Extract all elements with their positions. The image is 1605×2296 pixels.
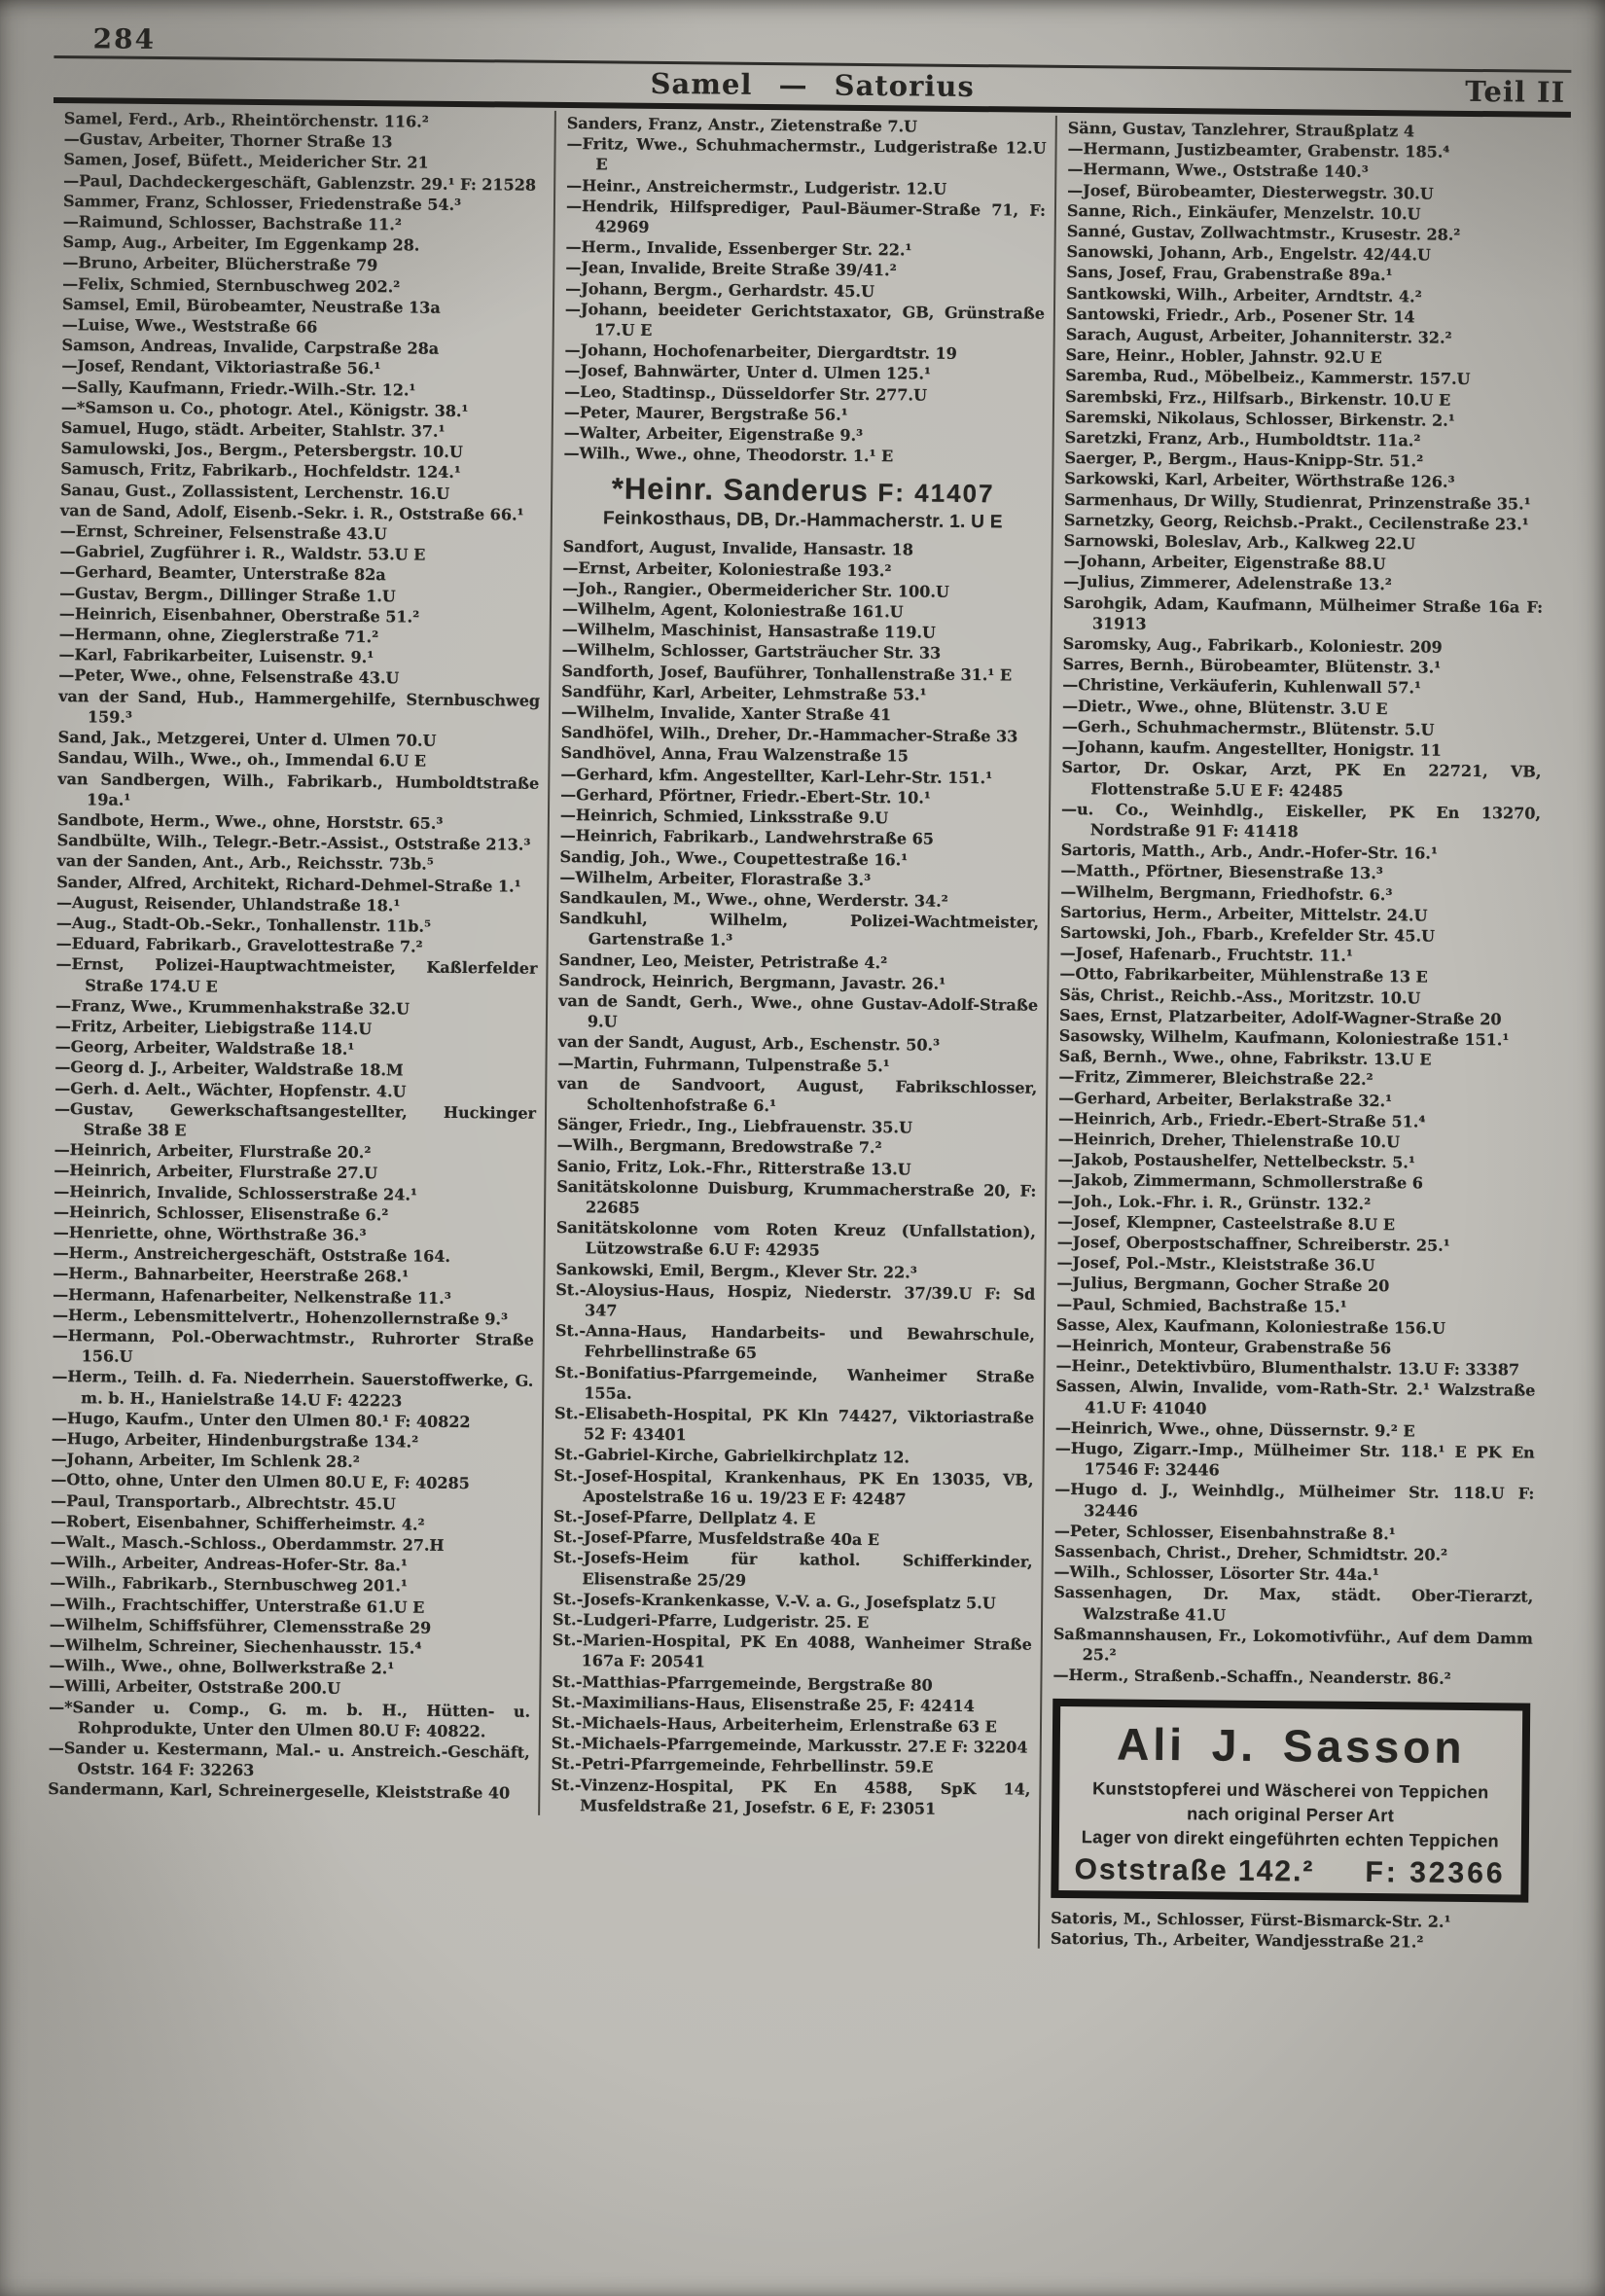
directory-entry: —Heinrich, Arbeiter, Flurstraße 20.² bbox=[54, 1140, 372, 1163]
directory-entry: —Heinrich, Arbeiter, Flurstraße 27.U bbox=[54, 1161, 378, 1183]
directory-entry: —Johann, Arbeiter, Eigenstraße 88.U bbox=[1063, 552, 1386, 574]
directory-entry: —Peter, Schlosser, Eisenbahnstraße 8.¹ bbox=[1053, 1521, 1396, 1544]
directory-entry: —Paul, Dachdeckergeschäft, Gablenzstr. 29.¹ F: 21528 bbox=[63, 170, 537, 195]
directory-entry: Sasse, Alex, Kaufmann, Koloniestraße 156.U bbox=[1055, 1314, 1446, 1338]
directory-entry: van Sandbergen, Wilh., Fabrikarb., Humboldtstraße 19a.¹ bbox=[57, 769, 540, 809]
directory-entry: —Gerhard, kfm. Angestellter, Karl-Lehr-Str. 151.¹ bbox=[560, 764, 993, 787]
directory-entry: Samsel, Emil, Bürobeamter, Neustraße 13a bbox=[61, 294, 441, 317]
directory-entry: —Georg, Arbeiter, Waldstraße 18.¹ bbox=[54, 1037, 355, 1059]
directory-entry: —Ernst, Schreiner, Felsenstraße 43.U bbox=[59, 521, 387, 544]
promo-phone: F: 41407 bbox=[877, 478, 995, 509]
directory-entry: Sanau, Gust., Zollassistent, Lerchenstr. 16.U bbox=[60, 480, 450, 503]
directory-entry: St.-Josef-Pfarre, Musfeldstraße 40a E bbox=[553, 1527, 880, 1550]
directory-entry: —Hugo d. J., Weinhdlg., Mülheimer Str. 118.U F: 32446 bbox=[1054, 1480, 1535, 1521]
directory-entry: Sandermann, Karl, Schreinergeselle, Kleiststraße 40 bbox=[48, 1779, 511, 1803]
directory-entry: —Gustav, Gewerkschaftsangestellter, Huckinger Straße 38 E bbox=[54, 1098, 537, 1140]
promo-entry-sanderus bbox=[563, 471, 1044, 535]
directory-entry: Sänger, Friedr., Ing., Liebfrauenstr. 35.U bbox=[556, 1115, 913, 1137]
directory-entry: St.-Josef-Pfarre, Dellplatz 4. E bbox=[553, 1506, 816, 1528]
directory-entry: Sarkowski, Karl, Arbeiter, Wörthstraße 126.³ bbox=[1064, 469, 1455, 492]
directory-entry: Säs, Christ., Reichb.-Ass., Moritzstr. 10.U bbox=[1059, 985, 1421, 1008]
directory-entry: —Josef, Klempner, Casteelstraße 8.U E bbox=[1056, 1211, 1396, 1235]
directory-entry: —Heinrich, Invalide, Schlosserstraße 24.¹ bbox=[54, 1181, 418, 1204]
directory-entry: St.-Maximilians-Haus, Elisenstraße 25, F: 42414 bbox=[552, 1692, 975, 1715]
column-1 bbox=[37, 106, 554, 1805]
directory-entry: Sassenbach, Christ., Dreher, Schmidtstr. 20.² bbox=[1053, 1541, 1448, 1564]
promo-name: *Heinr. Sanderus bbox=[611, 471, 878, 509]
directory-entry: —Heinrich, Dreher, Thielenstraße 10.U bbox=[1057, 1129, 1401, 1152]
directory-entry: Sarach, August, Arbeiter, Johanniterstr. 32.² bbox=[1065, 324, 1452, 347]
directory-entry: St.-Josef-Hospital, Krankenhaus, PK En 13035, VB, Apostelstraße 16 u. 19/23 E F: 42487 bbox=[553, 1465, 1034, 1509]
directory-entry: Saes, Ernst, Platzarbeiter, Adolf-Wagner-Straße 20 bbox=[1058, 1005, 1502, 1029]
directory-entry: Sarembski, Frz., Hilfsarb., Birkenstr. 10.U E bbox=[1065, 386, 1451, 410]
directory-entry: —Hendrik, Hilfsprediger, Paul-Bäumer-Straße 71, F: 42969 bbox=[565, 196, 1047, 236]
directory-entry: Saremba, Rud., Möbelbeiz., Kammerstr. 157.U bbox=[1065, 366, 1471, 389]
directory-entry: van de Sandt, Gerh., Wwe., ohne Gustav-Adolf-Straße 9.U bbox=[558, 990, 1039, 1031]
directory-entry: Saremski, Nikolaus, Schlosser, Birkenstr. 2.¹ bbox=[1064, 407, 1455, 430]
directory-entry: —Hermann, Justizbeamter, Grabenstr. 185.⁴ bbox=[1067, 139, 1450, 161]
directory-entry: —Josef, Pol.-Mstr., Kleiststraße 36.U bbox=[1056, 1253, 1375, 1275]
directory-entry: Sandführ, Karl, Arbeiter, Lehmstraße 53.¹ bbox=[561, 681, 927, 704]
column-2 bbox=[538, 111, 1055, 1820]
promo-name-and-phone bbox=[563, 471, 1043, 512]
ad-address: Oststraße 142.² bbox=[1074, 1853, 1315, 1888]
directory-entry: —Wilhelm, Schiffsführer, Clemensstraße 29 bbox=[49, 1614, 432, 1637]
directory-entry: —Hermann, Pol.-Oberwachtmstr., Ruhrorter Straße 156.U bbox=[52, 1325, 534, 1366]
directory-entry: —Leo, Stadtinsp., Düsseldorfer Str. 277.U bbox=[564, 381, 928, 405]
directory-entry: —Wilhelm, Maschinist, Hansastraße 119.U bbox=[561, 620, 936, 642]
directory-entry: —Wilh., Wwe., ohne, Bollwerkstraße 2.¹ bbox=[49, 1656, 395, 1678]
directory-entry: Samusch, Fritz, Fabrikarb., Hochfeldstr. 124.¹ bbox=[60, 459, 461, 483]
directory-entry: —Herm., Teilh. d. Fa. Niederrhein. Sauerstoffwerke, G. m. b. H., Hanielstraße 14.U F: 42223 bbox=[52, 1367, 534, 1411]
directory-entry: —Josef, Hafenarb., Fruchtstr. 11.¹ bbox=[1059, 944, 1353, 965]
directory-entry: Sankowski, Emil, Bergm., Klever Str. 22.³ bbox=[555, 1259, 917, 1282]
directory-entry: Saß, Bernh., Wwe., ohne, Fabrikstr. 13.U E bbox=[1058, 1047, 1432, 1069]
directory-entry: —Peter, Wwe., ohne, Felsenstraße 43.U bbox=[58, 665, 400, 688]
directory-entry: —Heinr., Detektivbüro, Blumenthalstr. 13.U F: 33387 bbox=[1055, 1356, 1520, 1380]
directory-entry: Sammer, Franz, Schlosser, Friedenstraße 54.³ bbox=[62, 191, 462, 214]
directory-entry: Satoris, M., Schlosser, Fürst-Bismarck-Str. 2.¹ bbox=[1051, 1908, 1451, 1931]
directory-entry: —Felix, Schmied, Sternbuschweg 202.² bbox=[62, 273, 401, 297]
directory-entry: —Gerhard, Arbeiter, Berlakstraße 32.¹ bbox=[1058, 1088, 1393, 1110]
directory-entry: —Julius, Bergmann, Gocher Straße 20 bbox=[1056, 1274, 1390, 1296]
directory-entry: St.-Ludgeri-Pfarre, Ludgeristr. 25. E bbox=[552, 1609, 870, 1632]
directory-entry: Samp, Aug., Arbeiter, Im Eggenkamp 28. bbox=[62, 233, 420, 255]
directory-entry: —Robert, Eisenbahner, Schifferheimstr. 4.² bbox=[50, 1511, 425, 1534]
directory-entry: —Wilhelm, Invalide, Xanter Straße 41 bbox=[560, 702, 892, 725]
directory-entry: —Herm., Invalide, Essenberger Str. 22.¹ bbox=[565, 237, 912, 260]
directory-entry: St.-Josefs-Krankenkasse, V.-V. a. G., Josefsplatz 5.U bbox=[553, 1589, 996, 1613]
directory-entry: Sandbote, Herm., Wwe., ohne, Horststr. 65.³ bbox=[56, 809, 444, 833]
directory-entry: Sartorius, Herm., Arbeiter, Mittelstr. 24.U bbox=[1059, 902, 1428, 925]
directory-entry: Saromsky, Aug., Fabrikarb., Koloniestr. 209 bbox=[1062, 634, 1443, 657]
directory-entry: Sarnetzky, Georg, Reichsb.-Prakt., Cecilenstraße 23.¹ bbox=[1063, 510, 1529, 534]
directory-entry: —Heinrich, Schmied, Linksstraße 9.U bbox=[559, 806, 889, 828]
directory-entry: —Georg d. J., Arbeiter, Waldstraße 18.M bbox=[54, 1058, 404, 1080]
directory-entry: Samel, Ferd., Arb., Rheintörchenstr. 116.² bbox=[63, 109, 429, 131]
directory-entry: van der Sanden, Ant., Arb., Reichsstr. 73b.⁵ bbox=[56, 851, 434, 875]
directory-entry: —Herm., Lebensmittelvertr., Hohenzollernstraße 9.³ bbox=[52, 1305, 509, 1329]
ad-description-line: Lager von direkt eingeführten echten Teppichen bbox=[1081, 1827, 1500, 1851]
directory-entry: —Bruno, Arbeiter, Blücherstraße 79 bbox=[62, 253, 378, 275]
directory-entry: Sand, Jak., Metzgerei, Unter d. Ulmen 70.U bbox=[57, 728, 437, 750]
directory-entry: —Joh., Rangier., Obermeidericher Str. 100.U bbox=[562, 578, 949, 601]
directory-entry: —Heinrich, Monteur, Grabenstraße 56 bbox=[1055, 1335, 1392, 1358]
directory-entry: —Josef, Bürobeamter, Diesterwegstr. 30.U bbox=[1067, 180, 1434, 203]
directory-entry: —Gabriel, Zugführer i. R., Waldstr. 53.U E bbox=[59, 542, 426, 564]
page-header bbox=[54, 23, 1572, 118]
directory-entry: —Walt., Masch.-Schloss., Oberdammstr. 27.H bbox=[50, 1532, 445, 1555]
directory-entry: St.-Vinzenz-Hospital, PK En 4588, SpK 14, Musfeldstraße 21, Josefstr. 6 E, F: 23051 bbox=[551, 1775, 1031, 1818]
directory-entry: —Gerhard, Beamter, Unterstraße 82a bbox=[59, 562, 386, 585]
directory-entry: —Heinrich, Fabrikarb., Landwehrstraße 65 bbox=[559, 826, 935, 848]
directory-entry: —Walter, Arbeiter, Eigenstraße 9.³ bbox=[563, 423, 864, 446]
directory-entry: van de Sandvoort, August, Fabrikschlosser, Scholtenhofstraße 6.¹ bbox=[557, 1073, 1038, 1116]
directory-entry: —Johann, kaufm. Angestellter, Honigstr. 11 bbox=[1061, 737, 1443, 760]
directory-entry: Sandforth, Josef, Bauführer, Tonhallenstraße 31.¹ E bbox=[561, 661, 1013, 685]
directory-entry: Saßmannshausen, Fr., Lokomotivführ., Auf dem Damm 25.² bbox=[1052, 1624, 1533, 1665]
directory-entry: St.-Aloysius-Haus, Hospiz, Niederstr. 37/39.U F: Sd 347 bbox=[555, 1279, 1036, 1320]
directory-entry: Sanio, Fritz, Lok.-Fhr., Ritterstraße 13.U bbox=[556, 1156, 911, 1179]
directory-entry: St.-Matthias-Pfarrgemeinde, Bergstraße 80 bbox=[552, 1671, 933, 1695]
promo-address-line: Feinkosthaus, DB, Dr.-Hammacherstr. 1. U E bbox=[602, 508, 1003, 533]
directory-entry: —Johann, Bergm., Gerhardstr. 45.U bbox=[565, 278, 875, 301]
directory-entry: Sandhövel, Anna, Frau Walzenstraße 15 bbox=[560, 743, 909, 766]
directory-entry: Sassen, Alwin, Invalide, vom-Rath-Str. 2.¹ Walzstraße 41.U F: 41040 bbox=[1055, 1377, 1536, 1417]
directory-entry: St.-Michaels-Haus, Arbeiterheim, Erlenstraße 63 E bbox=[551, 1712, 997, 1737]
directory-entry: Sartor, Dr. Oskar, Arzt, PK En 22721, VB, Flottenstraße 5.U E F: 42485 bbox=[1061, 758, 1542, 801]
directory-entry: Samulowski, Jos., Bergm., Petersbergstr. 10.U bbox=[60, 439, 463, 462]
directory-entry: Sander, Alfred, Architekt, Richard-Dehmel-Straße 1.¹ bbox=[56, 872, 521, 896]
directory-entry: —Josef, Bahnwärter, Unter d. Ulmen 125.¹ bbox=[564, 361, 932, 384]
directory-entry: —Wilhelm, Agent, Koloniestraße 161.U bbox=[561, 599, 904, 622]
directory-entry: —Hugo, Arbeiter, Hindenburgstraße 134.² bbox=[51, 1428, 419, 1452]
ad-description-line: nach original Perser Art bbox=[1187, 1804, 1395, 1826]
directory-entry: —Wilh., Fabrikarb., Sternbuschweg 201.¹ bbox=[50, 1573, 409, 1596]
directory-entry: —Martin, Fuhrmann, Tulpenstraße 5.¹ bbox=[557, 1053, 890, 1075]
ad-phone: F: 32366 bbox=[1365, 1856, 1506, 1890]
directory-entry: —Wilhelm, Bergmann, Friedhofstr. 6.³ bbox=[1060, 881, 1393, 904]
directory-entry: —Paul, Schmied, Bachstraße 15.¹ bbox=[1056, 1294, 1347, 1316]
directory-entry: —Willi, Arbeiter, Oststraße 200.U bbox=[49, 1676, 341, 1699]
directory-entry: —Fritz, Wwe., Schuhmachermstr., Ludgeristraße 12.U E bbox=[566, 134, 1047, 174]
advertisement-box bbox=[1051, 1699, 1530, 1902]
directory-entry: —Josef, Oberpostschaffner, Schreiberstr. 25.¹ bbox=[1056, 1232, 1450, 1255]
directory-entry: Samen, Josef, Büfett., Meidericher Str. 21 bbox=[63, 150, 429, 173]
directory-entry: —Gustav, Bergm., Dillinger Straße 1.U bbox=[59, 583, 396, 606]
directory-entry: Sasowsky, Wilhelm, Kaufmann, Koloniestraße 151.¹ bbox=[1058, 1025, 1510, 1050]
directory-entry: —u. Co., Weinhdlg., Eiskeller, PK En 13270, Nordstraße 91 F: 41418 bbox=[1060, 799, 1542, 842]
directory-entry: St.-Marien-Hospital, PK En 4088, Wanheimer Straße 167a F: 20541 bbox=[552, 1631, 1032, 1671]
directory-entry: —Paul, Transportarb., Albrechtstr. 45.U bbox=[51, 1490, 396, 1514]
directory-entry: St.-Petri-Pfarrgemeinde, Fehrbellinstr. 59.E bbox=[551, 1754, 934, 1777]
directory-entry: —Wilh., Wwe., ohne, Theodorstr. 1.¹ E bbox=[563, 444, 894, 466]
directory-entry: —Aug., Stadt-Ob.-Sekr., Tonhallenstr. 11b.⁵ bbox=[55, 913, 432, 936]
directory-entry: —August, Reisender, Uhlandstraße 18.¹ bbox=[56, 892, 401, 915]
directory-entry: —Ernst, Polizei-Hauptwachtmeister, Kaßlerfelder Straße 174.U E bbox=[55, 954, 538, 996]
directory-entry: Sandhöfel, Wilh., Dreher, Dr.-Hammacher-Straße 33 bbox=[560, 723, 1018, 746]
ad-description bbox=[1075, 1777, 1507, 1854]
directory-entry: van de Sand, Adolf, Eisenb.-Sekr. i. R., Oststraße 66.¹ bbox=[59, 500, 524, 524]
directory-entry: —Sander u. Kestermann, Mal.- u. Anstreich.-Geschäft, Oststr. 164 F: 32263 bbox=[48, 1739, 530, 1780]
directory-entry: —Ernst, Arbeiter, Koloniestraße 193.² bbox=[562, 557, 892, 580]
directory-entry: Sarnowski, Boleslav, Arb., Kalkweg 22.U bbox=[1063, 531, 1416, 554]
directory-entry: —Heinrich, Eisenbahner, Oberstraße 51.² bbox=[58, 603, 420, 627]
directory-entry: —Gustav, Arbeiter, Thorner Straße 13 bbox=[63, 129, 393, 152]
directory-entry: St.-Gabriel-Kirche, Gabrielkirchplatz 12. bbox=[553, 1445, 910, 1467]
directory-entry: —Karl, Fabrikarbeiter, Luisenstr. 9.¹ bbox=[58, 645, 374, 667]
directory-entry: Sanne, Rich., Einkäufer, Menzelstr. 10.U bbox=[1066, 200, 1421, 224]
directory-entry: Samuel, Hugo, städt. Arbeiter, Stahlstr. 37.¹ bbox=[60, 418, 446, 441]
directory-entry: —Gerhard, Pförtner, Friedr.-Ebert-Str. 10.¹ bbox=[560, 784, 931, 807]
directory-entry: —Otto, ohne, Unter den Ulmen 80.U E, F: 40285 bbox=[51, 1470, 470, 1493]
directory-entry: —Heinr., Anstreichermstr., Ludgeristr. 12.U bbox=[566, 175, 947, 198]
directory-entry: Santowski, Friedr., Arb., Posener Str. 14 bbox=[1065, 304, 1415, 327]
directory-entry: —Fritz, Arbeiter, Liebigstraße 114.U bbox=[54, 1016, 373, 1039]
directory-entry: Sartoris, Matth., Arb., Andr.-Hofer-Str. 16.¹ bbox=[1060, 841, 1438, 863]
directory-entry: Sandkuhl, Wilhelm, Polizei-Wachtmeister, Gartenstraße 1.³ bbox=[558, 909, 1040, 951]
column-3 bbox=[1038, 116, 1556, 1954]
directory-entry: van der Sand, Hub., Hammergehilfe, Sternbuschweg 159.³ bbox=[58, 686, 541, 727]
directory-entry: —Herm., Straßenb.-Schaffn., Neanderstr. 86.² bbox=[1052, 1666, 1451, 1689]
directory-entry: —Heinrich, Schlosser, Elisenstraße 6.² bbox=[53, 1202, 389, 1225]
directory-entry: Sandner, Leo, Meister, Petristraße 4.² bbox=[558, 950, 888, 972]
directory-entry: —Gerh., Schuhmachermstr., Blütenstr. 5.U bbox=[1061, 716, 1435, 739]
directory-entry: —Wilh., Schlosser, Lösorter Str. 44a.¹ bbox=[1053, 1562, 1379, 1585]
directory-entry: —Wilh., Frachtschiffer, Unterstraße 61.U E bbox=[50, 1594, 425, 1617]
directory-entry: —Jakob, Postaushelfer, Nettelbeckstr. 5.¹ bbox=[1057, 1150, 1415, 1172]
directory-entry: —Hermann, ohne, Zieglerstraße 71.² bbox=[58, 625, 379, 647]
directory-entry: —*Sander u. Comp., G. m. b. H., Hütten- u. Rohprodukte, Unter den Ulmen 80.U F: 40822. bbox=[49, 1697, 531, 1741]
directory-entry: —Christine, Verkäuferin, Kuhlenwall 57.¹ bbox=[1062, 675, 1422, 698]
directory-entry: —Hermann, Hafenarbeiter, Nelkenstraße 11.³ bbox=[53, 1284, 451, 1308]
directory-entry: St.-Josefs-Heim für kathol. Schifferkinder, Elisenstraße 25/29 bbox=[553, 1548, 1033, 1590]
directory-entry: Sanowski, Johann, Arb., Engelstr. 42/44.U bbox=[1066, 242, 1432, 265]
directory-entry: Sandkaulen, M., Wwe., ohne, Werderstr. 34.² bbox=[559, 887, 948, 911]
directory-entry: Sarres, Bernh., Bürobeamter, Blütenstr. 3.¹ bbox=[1062, 655, 1442, 677]
directory-entry: —Hugo, Zigarr.-Imp., Mülheimer Str. 118.¹ E PK En 17546 F: 32446 bbox=[1054, 1438, 1535, 1480]
directory-entry: —Josef, Rendant, Viktoriastraße 56.¹ bbox=[61, 356, 381, 378]
page-number: 284 bbox=[92, 22, 157, 55]
directory-entry: —Raimund, Schlosser, Bachstraße 11.² bbox=[62, 212, 403, 234]
directory-entry: —Fritz, Zimmerer, Bleichstraße 22.² bbox=[1058, 1067, 1373, 1090]
directory-entry: —Peter, Maurer, Bergstraße 56.¹ bbox=[563, 402, 848, 424]
ad-title: Ali J. Sasson bbox=[1116, 1718, 1466, 1774]
directory-entry: Sandbülte, Wilh., Telegr.-Betr.-Assist., Oststraße 213.³ bbox=[56, 831, 531, 854]
directory-entry: —Wilhelm, Schreiner, Siechenhausstr. 15.⁴ bbox=[49, 1635, 422, 1658]
directory-entry: —Joh., Lok.-Fhr. i. R., Grünstr. 132.² bbox=[1057, 1191, 1372, 1213]
directory-entry: Sandfort, August, Invalide, Hansastr. 18 bbox=[562, 537, 914, 559]
directory-entry: St.-Bonifatius-Pfarrgemeinde, Wanheimer Straße 155a. bbox=[554, 1362, 1035, 1403]
directory-entry: —Franz, Wwe., Krummenhakstraße 32.U bbox=[54, 995, 410, 1019]
directory-entry: —Hugo, Kaufm., Unter den Ulmen 80.¹ F: 40822 bbox=[51, 1408, 471, 1431]
directory-entry: —Jean, Invalide, Breite Straße 39/41.² bbox=[565, 258, 897, 280]
part-label: Teil II bbox=[1465, 74, 1566, 109]
directory-entry: St.-Elisabeth-Hospital, PK Kln 74427, Viktoriastraße 52 F: 43401 bbox=[553, 1403, 1035, 1445]
columns bbox=[36, 106, 1571, 1954]
directory-entry: Satorius, Th., Arbeiter, Wandjesstraße 21.² bbox=[1050, 1928, 1424, 1952]
directory-entry: Sandau, Wilh., Wwe., oh., Immendal 6.U E bbox=[57, 748, 427, 771]
directory-entry: Saretzki, Franz, Arb., Humboldtstr. 11a.² bbox=[1064, 428, 1421, 450]
directory-entry: —Johann, beeideter Gerichtstaxator, GB, Grünstraße 17.U E bbox=[564, 299, 1046, 340]
directory-entry: —Johann, Arbeiter, Im Schlenk 28.² bbox=[51, 1450, 360, 1472]
directory-entry: —Dietr., Wwe., ohne, Blütenstr. 3.U E bbox=[1061, 696, 1388, 718]
directory-entry: Sanitätskolonne vom Roten Kreuz (Unfallstation), Lützowstraße 6.U F: 42935 bbox=[555, 1218, 1036, 1260]
directory-entry: —Heinrich, Arb., Friedr.-Ebert-Straße 51.⁴ bbox=[1057, 1108, 1426, 1131]
directory-entry: Sanitätskolonne Duisburg, Krummacherstraße 20, F: 22685 bbox=[556, 1176, 1037, 1217]
directory-entry: Sanders, Franz, Anstr., Zietenstraße 7.U bbox=[566, 114, 918, 136]
directory-entry: Samson, Andreas, Invalide, Carpstraße 28a bbox=[61, 336, 440, 359]
directory-entry: Sarmenhaus, Dr Willy, Studienrat, Prinzenstraße 35.¹ bbox=[1064, 489, 1531, 514]
directory-entry: —Henriette, ohne, Wörthstraße 36.³ bbox=[53, 1222, 367, 1245]
directory-entry: —Eduard, Fabrikarb., Gravelottestraße 7.² bbox=[55, 934, 423, 956]
directory-entry: —*Samson u. Co., photogr. Atel., Königstr. 38.¹ bbox=[60, 397, 469, 420]
directory-entry: Sans, Josef, Frau, Grabenstraße 89a.¹ bbox=[1066, 263, 1393, 285]
directory-entry: —Wilh., Bergmann, Bredowstraße 7.² bbox=[556, 1135, 882, 1158]
directory-entry: Sänn, Gustav, Tanzlehrer, Straußplatz 4 bbox=[1067, 118, 1415, 141]
directory-entry: —Luise, Wwe., Weststraße 66 bbox=[61, 315, 318, 337]
directory-entry: van der Sandt, August, Arb., Eschenstr. 50.³ bbox=[557, 1032, 941, 1056]
directory-entry: Santkowski, Wilh., Arbeiter, Arndtstr. 4.² bbox=[1066, 283, 1422, 306]
directory-entry: Sarohgik, Adam, Kaufmann, Mülheimer Straße 16a F: 31913 bbox=[1063, 592, 1544, 633]
directory-entry: Sanné, Gustav, Zollwachtmstr., Krusestr. 28.² bbox=[1066, 221, 1461, 244]
directory-entry: —Hermann, Wwe., Oststraße 140.³ bbox=[1067, 160, 1369, 182]
directory-entry: —Otto, Fabrikarbeiter, Mühlenstraße 13 E bbox=[1059, 964, 1428, 987]
directory-entry: —Wilh., Arbeiter, Andreas-Hofer-Str. 8a.¹ bbox=[50, 1553, 409, 1575]
running-head-title: Samel — Satorius bbox=[650, 66, 975, 104]
directory-entry: —Jakob, Zimmermann, Schmollerstraße 6 bbox=[1057, 1170, 1423, 1193]
directory-entry: St.-Anna-Haus, Handarbeits- und Bewahrschule, Fehrbellinstraße 65 bbox=[554, 1321, 1035, 1363]
directory-entry: —Heinrich, Wwe., ohne, Düssernstr. 9.² E bbox=[1054, 1417, 1415, 1441]
directory-entry: —Johann, Hochofenarbeiter, Diergardtstr. 19 bbox=[564, 341, 957, 364]
directory-entry: Sandrock, Heinrich, Bergmann, Javastr. 26.¹ bbox=[558, 970, 946, 993]
directory-entry: —Matth., Pförtner, Biesenstraße 13.³ bbox=[1060, 861, 1383, 883]
ad-description-line: Kunststopferei und Wäscherei von Teppichen bbox=[1092, 1778, 1489, 1803]
directory-entry: Sare, Heinr., Hobler, Jahnstr. 92.U E bbox=[1065, 345, 1382, 368]
directory-entry: —Sally, Kaufmann, Friedr.-Wilh.-Str. 12.¹ bbox=[61, 377, 416, 400]
directory-entry: Sartowski, Joh., Fbarb., Krefelder Str. 45.U bbox=[1059, 922, 1436, 946]
directory-entry: Sassenhagen, Dr. Max, städt. Ober-Tierarzt, Walzstraße 41.U bbox=[1053, 1583, 1534, 1625]
directory-entry: Sandig, Joh., Wwe., Coupettestraße 16.¹ bbox=[559, 846, 909, 869]
directory-entry: —Herm., Anstreichergeschäft, Oststraße 164. bbox=[53, 1243, 451, 1267]
directory-entry: Saerger, P., Bergm., Haus-Knipp-Str. 51.² bbox=[1064, 448, 1424, 471]
directory-entry: —Wilhelm, Arbeiter, Florastraße 3.³ bbox=[559, 867, 872, 889]
directory-entry: —Wilhelm, Schlosser, Gartsträucher Str. 33 bbox=[561, 640, 942, 664]
directory-entry: —Julius, Zimmerer, Adelenstraße 13.² bbox=[1063, 572, 1392, 594]
directory-entry: —Herm., Bahnarbeiter, Heerstraße 268.¹ bbox=[53, 1264, 410, 1286]
directory-entry: St.-Michaels-Pfarrgemeinde, Markusstr. 27.E F: 32204 bbox=[551, 1734, 1028, 1757]
directory-entry: —Gerh. d. Aelt., Wächter, Hopfenstr. 4.U bbox=[54, 1078, 407, 1101]
